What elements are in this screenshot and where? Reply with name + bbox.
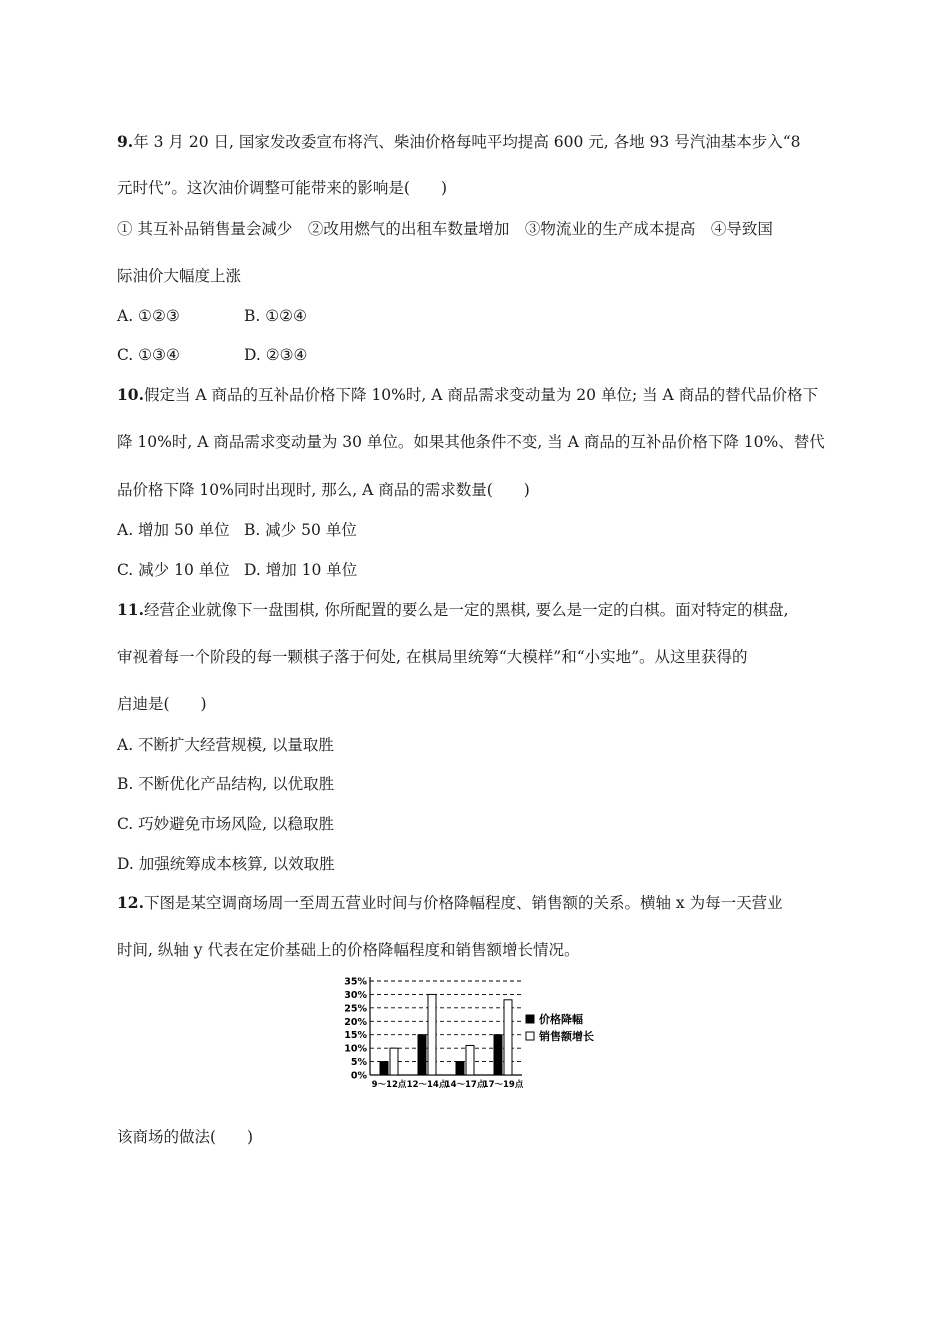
q9-stem-2: 元时代”。这次油价调整可能带来的影响是( ) xyxy=(117,179,448,197)
q11-stem-3: 启迪是( ) xyxy=(117,695,207,713)
y-tick-label: 5% xyxy=(350,1057,367,1069)
y-tick-label: 35% xyxy=(344,976,367,988)
q10-option-c[interactable]: C. 减少 10 单位 xyxy=(117,561,230,579)
q11-stem-2: 审视着每一个阶段的每一颗棋子落于何处, 在棋局里统筹“大模样”和“小实地”。从这里获得的 xyxy=(117,648,748,666)
q11-option-b[interactable]: B. 不断优化产品结构, 以优取胜 xyxy=(117,775,335,793)
x-tick-label: 12～14点 xyxy=(406,1080,448,1090)
y-tick-label: 15% xyxy=(344,1030,367,1042)
q10-stem-3: 品价格下降 10%同时出现时, 那么, A 商品的需求数量( ) xyxy=(117,481,530,499)
legend-label: 销售额增长 xyxy=(539,1030,594,1043)
bar-sales-growth xyxy=(428,994,436,1075)
x-tick-label: 9～12点 xyxy=(371,1080,407,1090)
bar-sales-growth xyxy=(504,1000,512,1075)
bar-chart xyxy=(340,973,620,1098)
q12-line1 xyxy=(117,893,783,913)
q9-option-d[interactable]: D. ②③④ xyxy=(244,346,308,364)
x-tick-label: 14～17点 xyxy=(444,1080,486,1090)
q11-option-a[interactable]: A. 不断扩大经营规模, 以量取胜 xyxy=(117,736,334,754)
q11-option-c[interactable]: C. 巧妙避免市场风险, 以稳取胜 xyxy=(117,815,335,833)
legend-label: 价格降幅 xyxy=(539,1013,583,1026)
q12-stem-3: 该商场的做法( ) xyxy=(117,1128,254,1146)
q11-line1 xyxy=(117,600,789,620)
q9-stem-1: 年 3 月 20 日, 国家发改委宣布将汽、柴油价格每吨平均提高 600 元, 各地 93 号汽油基本步入“8 xyxy=(133,133,801,151)
bar-price-drop xyxy=(456,1062,464,1075)
q12-number: 12. xyxy=(117,893,144,912)
q10-line1 xyxy=(117,385,818,405)
q9-number: 9. xyxy=(117,132,134,151)
q9-stem-3: ① 其互补品销售量会减少 ②改用燃气的出租车数量增加 ③物流业的生产成本提高 ④导致国 xyxy=(117,220,773,238)
q10-stem-1: 假定当 A 商品的互补品价格下降 10%时, A 商品需求变动量为 20 单位; 当 A 商品的替代品价格下 xyxy=(143,386,819,404)
x-tick-label: 17～19点 xyxy=(482,1080,524,1090)
bar-price-drop xyxy=(380,1062,388,1075)
y-tick-label: 30% xyxy=(344,989,367,1001)
q10-option-d[interactable]: D. 增加 10 单位 xyxy=(244,561,358,579)
y-tick-label: 0% xyxy=(350,1070,367,1082)
q10-stem-2: 降 10%时, A 商品需求变动量为 30 单位。如果其他条件不变, 当 A 商品的互补品价格下降 10%、替代 xyxy=(117,433,825,451)
y-tick-label: 20% xyxy=(344,1016,367,1028)
legend-swatch xyxy=(526,1032,534,1040)
q11-number: 11. xyxy=(117,600,144,619)
q12-stem-2: 时间, 纵轴 y 代表在定价基础上的价格降幅程度和销售额增长情况。 xyxy=(117,941,580,959)
bar-sales-growth xyxy=(466,1045,474,1075)
y-tick-label: 25% xyxy=(344,1003,367,1015)
bar-chart-svg xyxy=(340,973,620,1098)
bar-sales-growth xyxy=(390,1048,398,1075)
q9-option-c[interactable]: C. ①③④ xyxy=(117,346,180,364)
q10-number: 10. xyxy=(117,385,144,404)
q11-option-d[interactable]: D. 加强统筹成本核算, 以效取胜 xyxy=(117,855,335,873)
q9-line1 xyxy=(117,132,801,152)
q9-option-b[interactable]: B. ①②④ xyxy=(244,307,307,325)
q12-stem-1: 下图是某空调商场周一至周五营业时间与价格降幅程度、销售额的关系。横轴 x 为每一天营业 xyxy=(143,894,783,912)
q10-option-b[interactable]: B. 减少 50 单位 xyxy=(244,521,357,539)
bar-price-drop xyxy=(494,1035,502,1075)
bar-price-drop xyxy=(418,1035,426,1075)
q10-option-a[interactable]: A. 增加 50 单位 xyxy=(117,521,230,539)
legend-swatch xyxy=(526,1015,534,1023)
q9-option-a[interactable]: A. ①②③ xyxy=(117,307,180,325)
q11-stem-1: 经营企业就像下一盘围棋, 你所配置的要么是一定的黑棋, 要么是一定的白棋。面对特定的棋盘, xyxy=(143,601,789,619)
y-tick-label: 10% xyxy=(344,1043,367,1055)
q9-stem-4: 际油价大幅度上涨 xyxy=(117,267,242,285)
